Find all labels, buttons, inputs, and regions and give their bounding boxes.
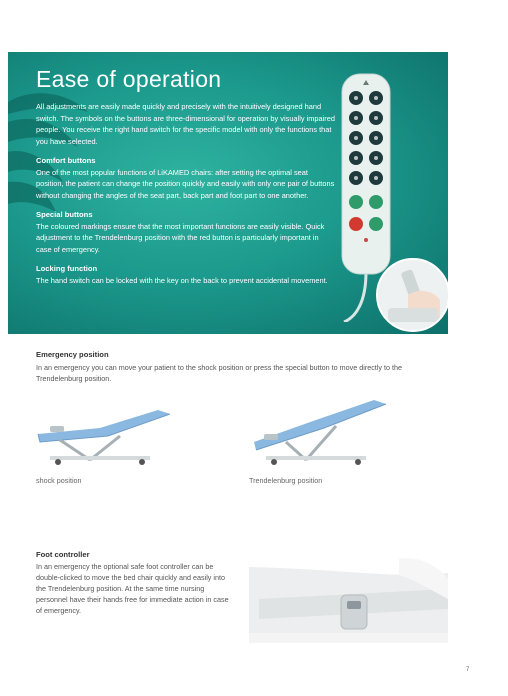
comfort-paragraph: One of the most popular functions of LiKAMED chairs: after setting the optimal seat position, the patient can change the position quickly and easily with only one pair of buttons without changing the angles of the seat part, back part and foot part to one another. xyxy=(36,167,335,200)
emergency-text: In an emergency you can move your patient to the shock position or press the special button to move directly to the Trendelenburg position. xyxy=(36,363,402,383)
emergency-heading: Emergency position xyxy=(36,350,109,359)
shock-position-chair-image xyxy=(30,396,180,466)
comfort-heading: Comfort buttons xyxy=(36,156,96,165)
trendelenburg-chair-image xyxy=(246,392,396,466)
locking-paragraph: The hand switch can be locked with the key on the back to prevent accidental movement. xyxy=(36,275,328,285)
hero-title: Ease of operation xyxy=(36,66,222,92)
shock-position-caption: shock position xyxy=(36,476,82,485)
key-lock-inset xyxy=(376,258,448,332)
foot-controller-image xyxy=(249,549,448,643)
hero-panel xyxy=(8,52,448,334)
page-number: 7 xyxy=(466,667,470,673)
hero-text-block xyxy=(36,101,336,294)
intro-paragraph: All adjustments are easily made quickly and precisely with the intuitively designed hand switch. The symbols on the buttons are three-dimensional for operation by visually impaired people. You receive the right hand switch for the specific model with only the functions that you have selected. xyxy=(36,102,335,146)
locking-heading: Locking function xyxy=(36,264,98,273)
special-paragraph: The coloured markings ensure that the most important functions are easily visible. Quick adjustment to the Trendelenburg position with the red button is particularly important in case of emergency. xyxy=(36,221,325,254)
trendelenburg-caption: Trendelenburg position xyxy=(249,476,323,485)
foot-controller-text: In an emergency the optional safe foot controller can be double-clicked to move the bed chair quickly and easily into the Trendelenburg position. At the same time nursing personnel have their hands free for immediate action in case of emergency. xyxy=(36,562,229,615)
foot-controller-heading: Foot controller xyxy=(36,550,90,559)
special-heading: Special buttons xyxy=(36,210,93,219)
